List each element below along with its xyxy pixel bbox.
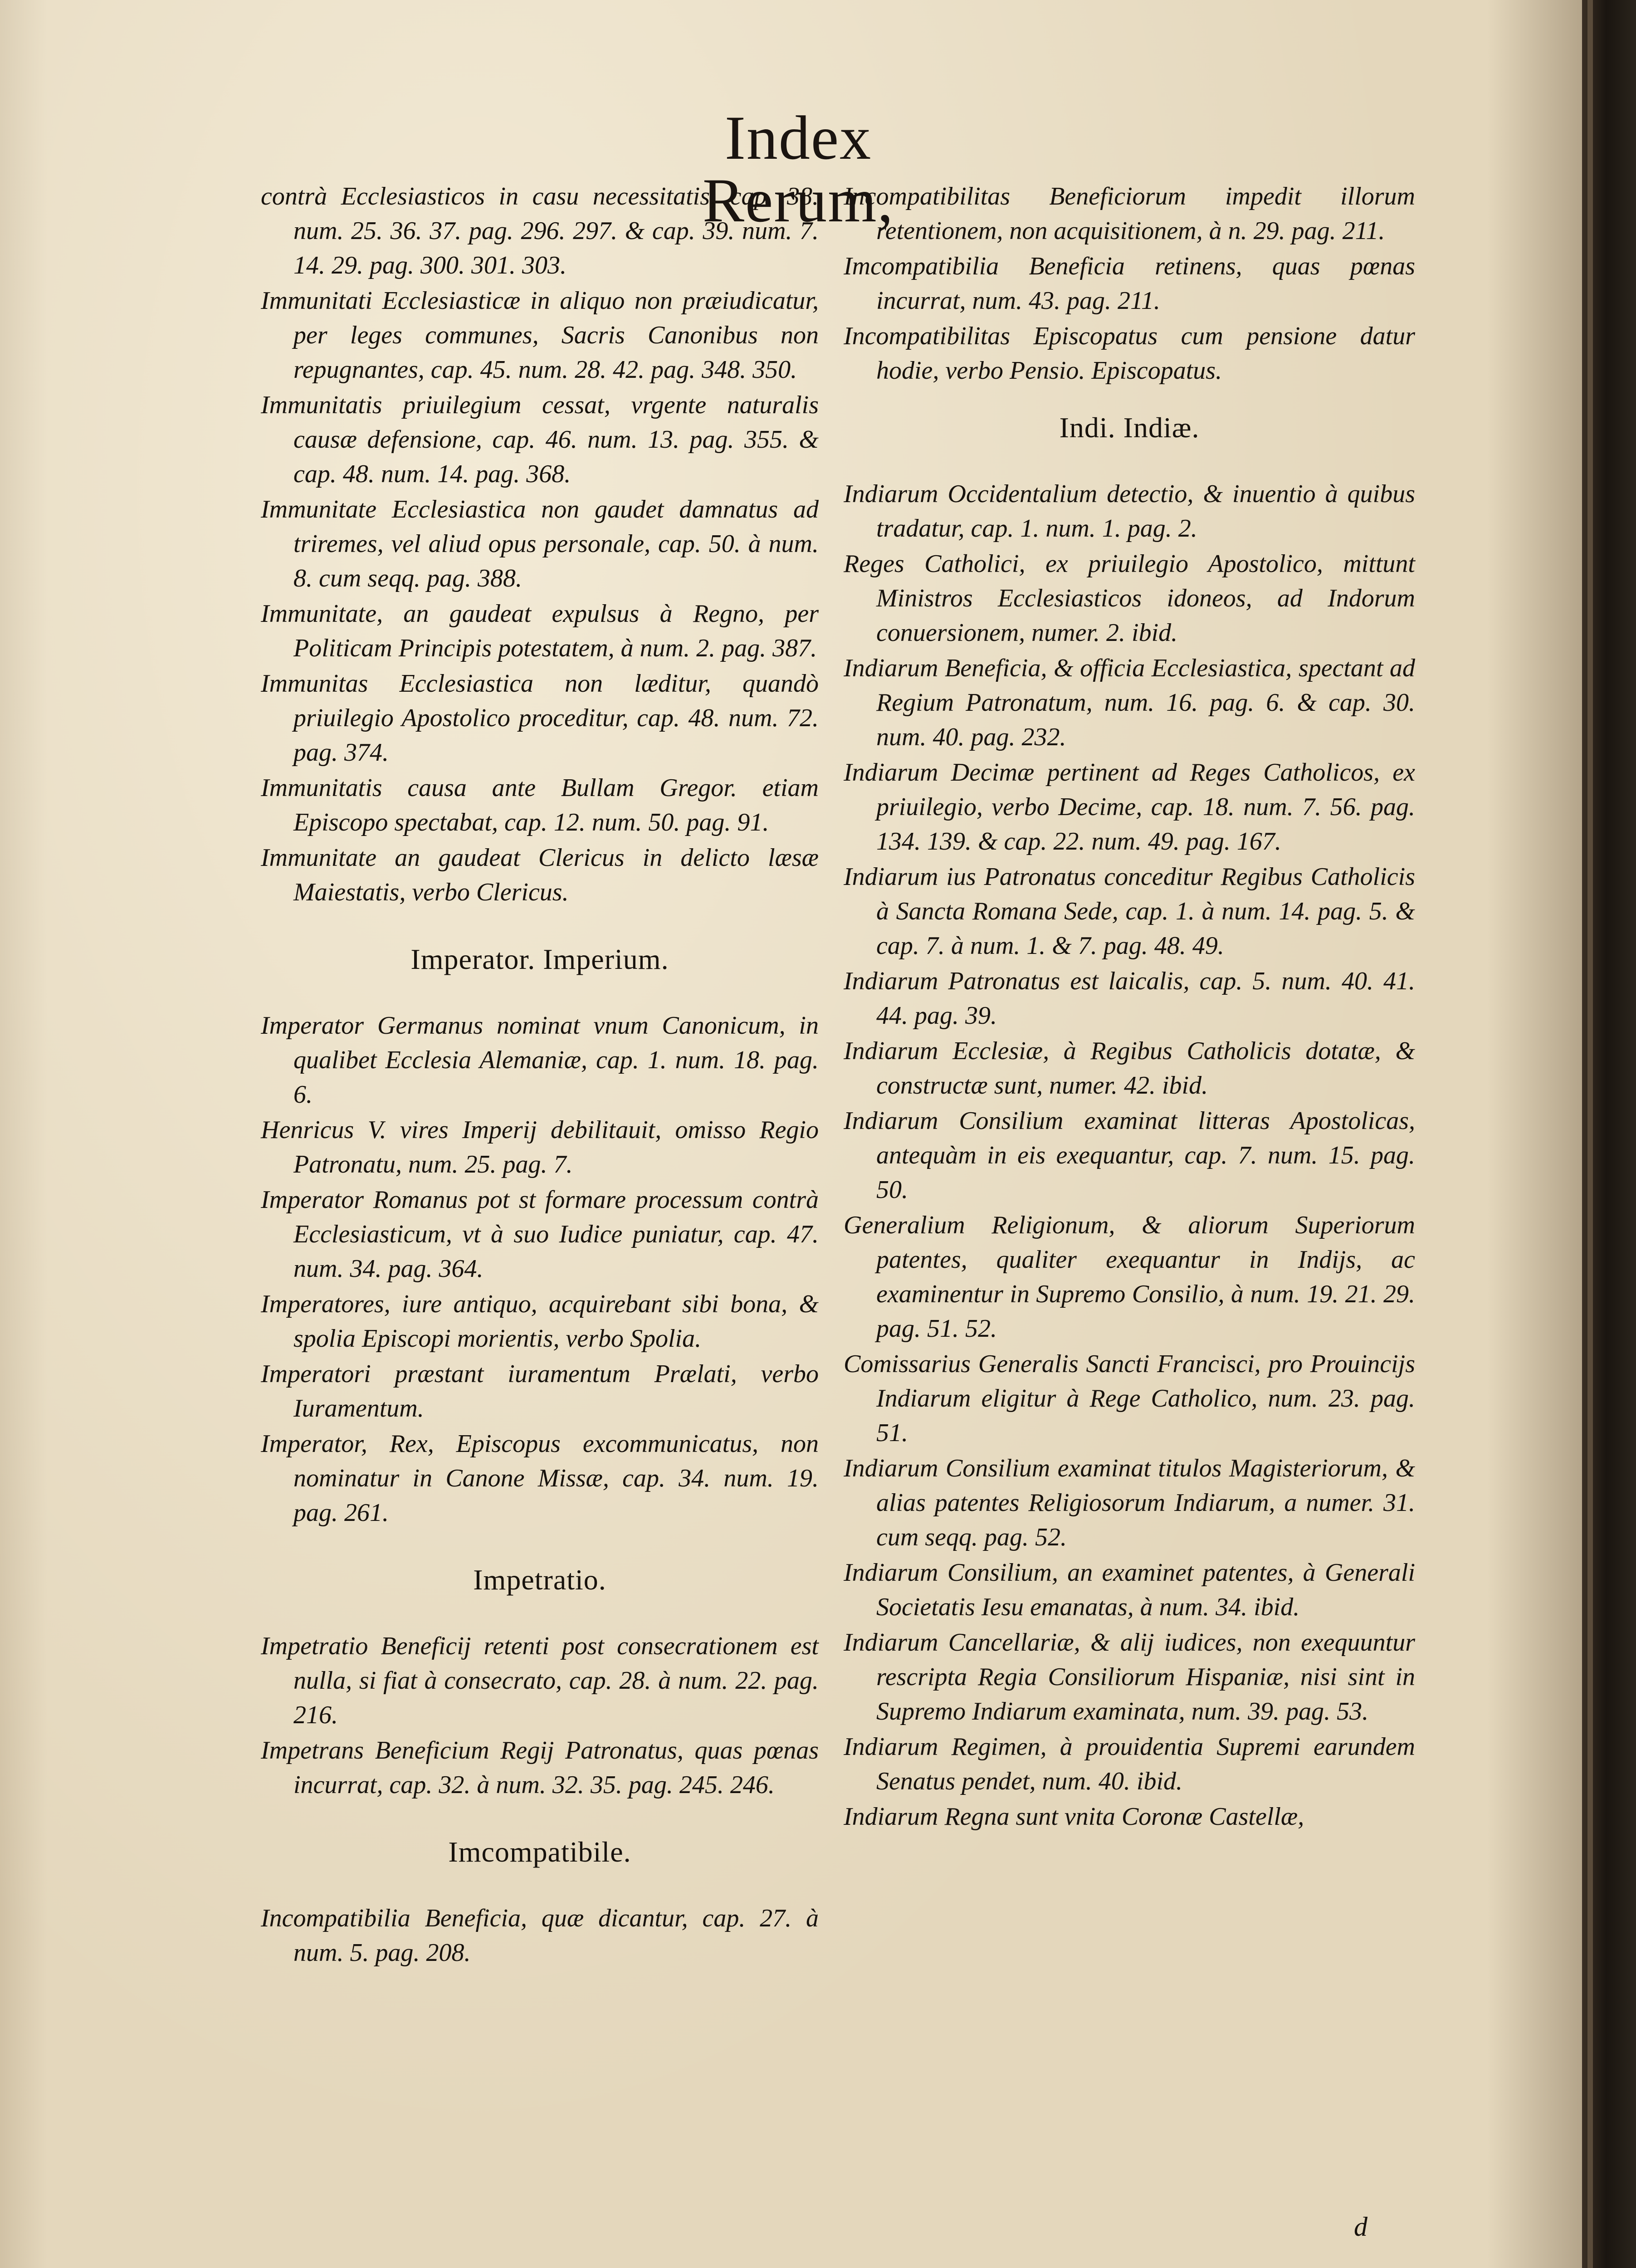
index-entry: Indiarum Beneficia, & officia Ecclesiastica, spectant ad Regium Patronatum, num. 16. pag. 6. & cap. 30. num. 40. pag. 232. bbox=[844, 654, 1415, 751]
index-entry: Imperator, Rex, Episcopus excommunicatus, non nominatur in Canone Missæ, cap. 34. num. 19. pag. 261. bbox=[261, 1430, 819, 1527]
index-entry: Imperatori præstant iuramentum Prælati, verbo Iuramentum. bbox=[261, 1360, 819, 1422]
section-heading: Imperator. Imperium. bbox=[410, 943, 669, 975]
section-heading: Impetratio. bbox=[473, 1564, 606, 1596]
index-entry: Imperatores, iure antiquo, acquirebant sibi bona, & spolia Episcopi morientis, verbo Spolia. bbox=[261, 1290, 819, 1353]
index-entry: Indiarum Cancellariæ, & alij iudices, non exequuntur rescripta Regia Consiliorum Hispaniæ, nisi sint in Supremo Indiarum examinata, num. 39. pag. 53. bbox=[844, 1628, 1415, 1725]
index-entry: Immunitatis causa ante Bullam Gregor. etiam Episcopo spectabat, cap. 12. num. 50. pag. 91. bbox=[261, 774, 819, 836]
index-entry: Imperator Germanus nominat vnum Canonicum, in qualibet Ecclesia Alemaniæ, cap. 1. num. 18. pag. 6. bbox=[261, 1012, 819, 1109]
index-entry: Indiarum Occidentalium detectio, & inuentio à quibus tradatur, cap. 1. num. 1. pag. 2. bbox=[844, 480, 1415, 543]
index-entry: Indiarum Regimen, à prouidentia Supremi earundem Senatus pendet, num. 40. ibid. bbox=[844, 1733, 1415, 1795]
left-column bbox=[261, 179, 819, 1971]
index-entry: Incompatibilitas Episcopatus cum pensione datur hodie, verbo Pensio. Episcopatus. bbox=[844, 322, 1415, 385]
index-entry: Reges Catholici, ex priuilegio Apostolico, mittunt Ministros Ecclesiasticos idoneos, ad Indorum conuersionem, numer. 2. ibid. bbox=[844, 550, 1415, 647]
index-entry: Immunitatis priuilegium cessat, vrgente naturalis causæ defensione, cap. 46. num. 13. pag. 355. & cap. 48. num. 14. pag. 368. bbox=[261, 391, 819, 488]
index-entry: contrà Ecclesiasticos in casu necessitatis, cap. 38. num. 25. 36. 37. pag. 296. 297. & cap. 39. num. 7. 14. 29. pag. 300. 301. 303. bbox=[261, 182, 819, 279]
index-entry: Immunitati Ecclesiasticæ in aliquo non præiudicatur, per leges communes, Sacris Canonibus non repugnantes, cap. 45. num. 28. 42. pag. 348. 350. bbox=[261, 287, 819, 384]
index-entry: Indiarum ius Patronatus conceditur Regibus Catholicis à Sancta Romana Sede, cap. 1. à num. 14. pag. 5. & cap. 7. à num. 1. & 7. pag. 48. 49. bbox=[844, 863, 1415, 960]
signature-mark: d bbox=[1354, 2212, 1367, 2242]
index-entry: Indiarum Patronatus est laicalis, cap. 5. num. 40. 41. 44. pag. 39. bbox=[844, 967, 1415, 1030]
index-entry: Indiarum Consilium examinat titulos Magisteriorum, & alias patentes Religiosorum Indiarum, a numer. 31. cum seqq. pag. 52. bbox=[844, 1454, 1415, 1551]
index-entry: Immunitas Ecclesiastica non læditur, quandò priuilegio Apostolico proceditur, cap. 48. num. 72. pag. 374. bbox=[261, 670, 819, 767]
index-entry: Immunitate an gaudeat Clericus in delicto læsæ Maiestatis, verbo Clericus. bbox=[261, 844, 819, 906]
section-heading: Imcompatibile. bbox=[448, 1836, 631, 1868]
index-entry: Impetrans Beneficium Regij Patronatus, quas pœnas incurrat, cap. 32. à num. 32. 35. pag. 245. 246. bbox=[261, 1736, 819, 1799]
index-entry: Imperator Romanus pot st formare processum contrà Ecclesiasticum, vt à suo Iudice puniatur, cap. 47. num. 34. pag. 364. bbox=[261, 1186, 819, 1283]
index-entry: Comissarius Generalis Sancti Francisci, pro Prouincijs Indiarum eligitur à Rege Catholico, num. 23. pag. 51. bbox=[844, 1350, 1415, 1447]
index-entry: Indiarum Ecclesiæ, à Regibus Catholicis dotatæ, & constructæ sunt, numer. 42. ibid. bbox=[844, 1037, 1415, 1100]
index-entry: Incompatibilitas Beneficiorum impedit illorum retentionem, non acquisitionem, à n. 29. pag. 211. bbox=[844, 182, 1415, 245]
section-heading: Indi. Indiæ. bbox=[1059, 411, 1200, 444]
right-column bbox=[844, 179, 1415, 1835]
index-entry: Indiarum Consilium, an examinet patentes, à Generali Societatis Iesu emanatas, à num. 34. ibid. bbox=[844, 1559, 1415, 1621]
index-entry: Impetratio Beneficij retenti post consecrationem est nulla, si fiat à consecrato, cap. 28. à num. 22. pag. 216. bbox=[261, 1632, 819, 1729]
index-entry: Imcompatibilia Beneficia retinens, quas pœnas incurrat, num. 43. pag. 211. bbox=[844, 252, 1415, 315]
index-entry: Indiarum Regna sunt vnita Coronæ Castellæ, bbox=[844, 1803, 1304, 1831]
index-entry: Indiarum Decimæ pertinent ad Reges Catholicos, ex priuilegio, verbo Decime, cap. 18. num. 7. 56. pag. 134. 139. & cap. 22. num. 49. pag. 167. bbox=[844, 758, 1415, 855]
index-entry: Henricus V. vires Imperij debilitauit, omisso Regio Patronatu, num. 25. pag. 7. bbox=[261, 1116, 819, 1178]
index-entry: Incompatibilia Beneficia, quæ dicantur, cap. 27. à num. 5. pag. 208. bbox=[261, 1904, 819, 1967]
cover-edge bbox=[1587, 0, 1593, 2268]
page-title: Index Rerum, bbox=[702, 103, 894, 235]
index-entry: Indiarum Consilium examinat litteras Apostolicas, antequàm in eis exequantur, cap. 7. num. 15. pag. 50. bbox=[844, 1107, 1415, 1204]
index-entry: Immunitate Ecclesiastica non gaudet damnatus ad triremes, vel aliud opus personale, cap. 50. à num. 8. cum seqq. pag. 388. bbox=[261, 495, 819, 592]
index-entry: Immunitate, an gaudeat expulsus à Regno, per Politicam Principis potestatem, à num. 2. pag. 387. bbox=[261, 600, 819, 662]
index-entry: Generalium Religionum, & aliorum Superiorum patentes, qualiter exequantur in Indijs, ac examinentur in Supremo Consilio, à num. 19. 21. 29. pag. 51. 52. bbox=[844, 1211, 1415, 1343]
